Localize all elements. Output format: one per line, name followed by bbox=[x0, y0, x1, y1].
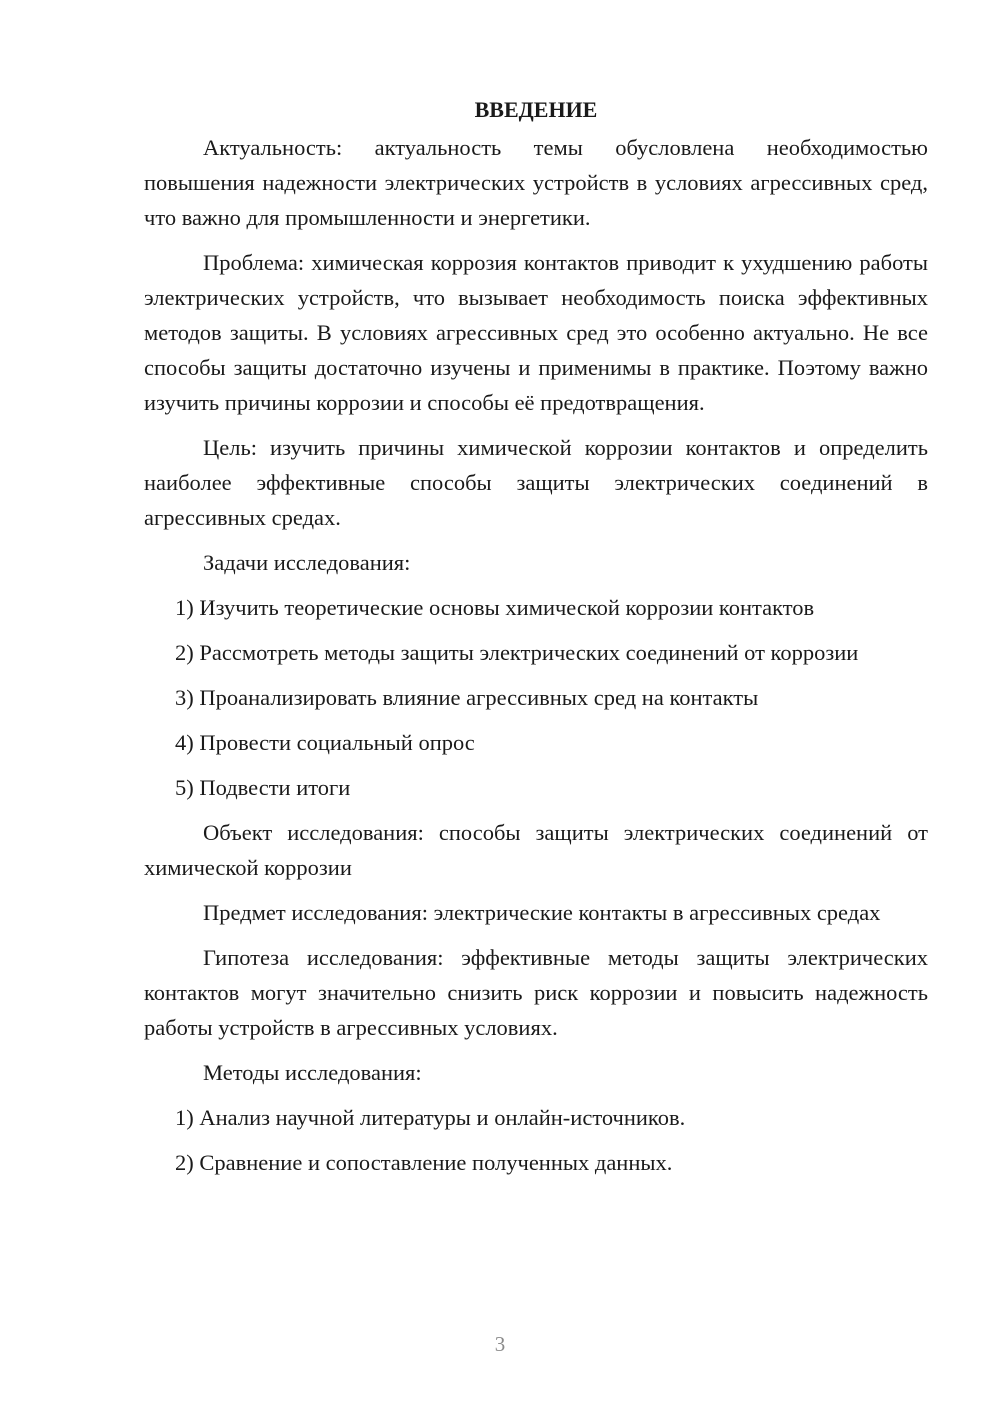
task-item: 4) Провести социальный опрос bbox=[175, 730, 475, 755]
task-item: 2) Рассмотреть методы защиты электрических соединений от коррозии bbox=[175, 640, 859, 665]
paragraph-subject: Предмет исследования: электрические контакты в агрессивных средах bbox=[203, 900, 881, 925]
document-page bbox=[144, 94, 928, 1190]
page-number: 3 bbox=[494, 1332, 506, 1356]
paragraph-relevance: Актуальность: актуальность темы обусловлена необходимостью повышения надежности электрических устройств в условиях агрессивных сред, что важно для промышленности и энергетики. bbox=[144, 135, 928, 230]
paragraph-object: Объект исследования: способы защиты электрических соединений от химической коррозии bbox=[144, 820, 928, 880]
methods-heading: Методы исследования: bbox=[203, 1060, 422, 1085]
method-item: 1) Анализ научной литературы и онлайн-источников. bbox=[175, 1105, 686, 1130]
task-item: 5) Подвести итоги bbox=[175, 775, 351, 800]
page-title: ВВЕДЕНИЕ bbox=[474, 97, 598, 122]
paragraph-problem: Проблема: химическая коррозия контактов приводит к ухудшению работы электрических устройств, что вызывает необходимость поиска эффективных методов защиты. В условиях агрессивных сред это особенно актуально. Не все способы защиты достаточно изучены и применимы в практике. Поэтому важно изучить причины коррозии и способы её предотвращения. bbox=[144, 250, 928, 415]
method-item: 2) Сравнение и сопоставление полученных данных. bbox=[175, 1150, 673, 1175]
task-item: 3) Проанализировать влияние агрессивных сред на контакты bbox=[175, 685, 759, 710]
tasks-heading: Задачи исследования: bbox=[203, 550, 411, 575]
task-item: 1) Изучить теоретические основы химической коррозии контактов bbox=[175, 595, 815, 620]
paragraph-hypothesis: Гипотеза исследования: эффективные методы защиты электрических контактов могут значительно снизить риск коррозии и повысить надежность работы устройств в агрессивных условиях. bbox=[144, 945, 928, 1040]
paragraph-goal: Цель: изучить причины химической коррозии контактов и определить наиболее эффективные способы защиты электрических соединений в агрессивных средах. bbox=[144, 435, 928, 530]
